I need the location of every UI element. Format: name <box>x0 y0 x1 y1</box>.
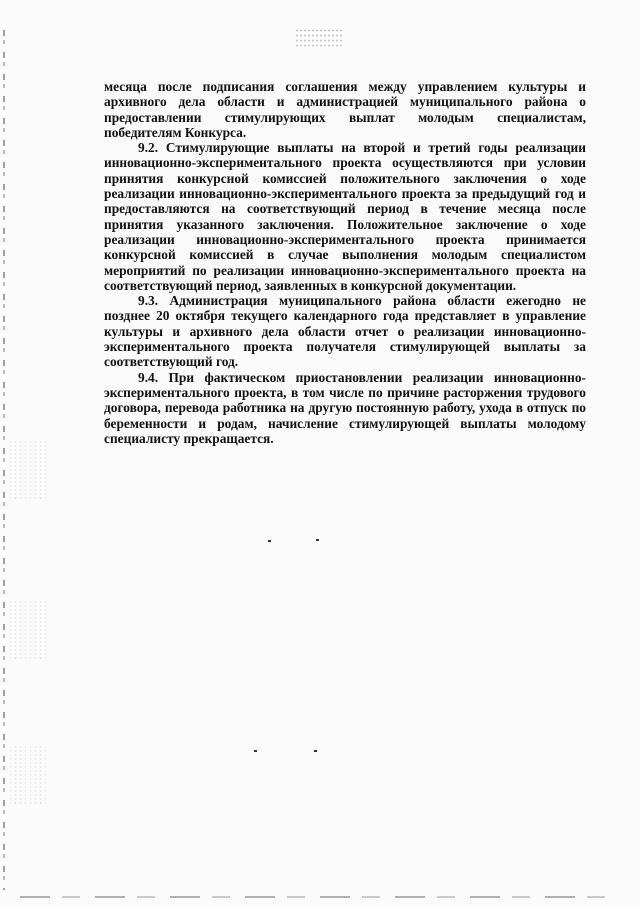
paragraph-continuation: месяца после подписания соглашения между управлением культуры и архивного дела области и администрацией муниципального района о предоставлении стимулирующих выплат молодым специалистам, победителям Конкурса. <box>104 79 586 140</box>
scan-dot <box>316 539 319 541</box>
scan-bottom-edge <box>20 896 620 898</box>
scan-noise <box>8 600 48 660</box>
scan-dot <box>254 750 257 752</box>
paragraph-9-3: 9.3. Администрация муниципального района области ежегодно не позднее 20 октября текущего календарного года представляет в управление культуры и архивного дела области отчет о реализации инновационно-экспериментального проекта получателя стимулирующей выплаты за соответствующий год. <box>104 293 586 370</box>
paragraph-9-4: 9.4. При фактическом приостановлении реализации инновационно-экспериментального проекта, в том числе по причине расторжения трудового договора, перевода работника на другую постоянную работу, ухода в отпуск по беременности и родам, начисление стимулирующей выплаты молодому специалисту прекращается. <box>104 369 586 446</box>
paragraph-9-2: 9.2. Стимулирующие выплаты на второй и третий годы реализации инновационно-экспериментального проекта осуществляются при условии принятия конкурсной комиссией положительного заключения о ходе реализации инновационно-экспериментального проекта за предыдущий год и предоставляются на соответствующий период в течение месяца после принятия указанного заключения. Положительное заключение о ходе реализации инновационно-экспериментального проекта принимается конкурсной комиссией в случае выполнения молодым специалистом мероприятий по реализации инновационно-экспериментального проекта на соответствующий период, заявленных в конкурсной документации. <box>104 140 586 293</box>
scan-top-mark <box>295 28 343 48</box>
scan-noise <box>8 440 48 500</box>
scan-dot <box>268 540 271 542</box>
document-text <box>104 79 586 446</box>
scan-left-edge <box>3 30 5 890</box>
scan-noise <box>8 745 48 805</box>
scan-dot <box>314 750 317 752</box>
